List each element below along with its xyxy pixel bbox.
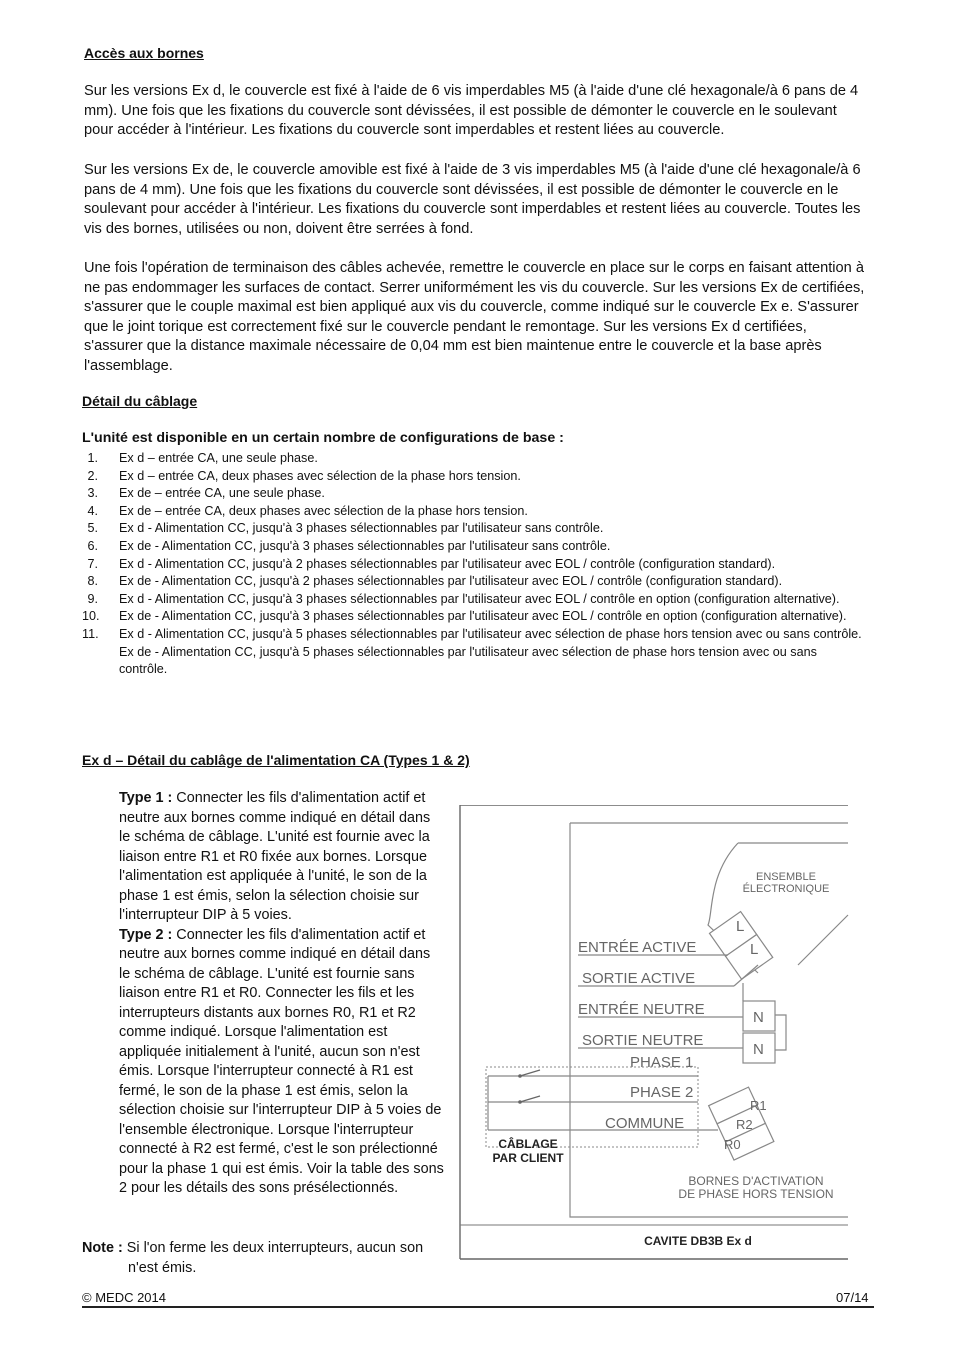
list-item: 11. Ex d - Alimentation CC, jusqu'à 5 phases sélectionnables par l'utilisateur avec sélection de phase hors tension avec ou sans contrôle. (82, 626, 862, 641)
heading-acces-bornes: Accès aux bornes (84, 45, 204, 61)
terminal-l-1: L (736, 918, 745, 935)
terminal-l-2: L (750, 941, 759, 958)
label-par-client: PAR CLIENT (492, 1151, 564, 1165)
heading-detail-cablage: Détail du câblage (82, 393, 198, 409)
label-sortie-active: SORTIE ACTIVE (582, 970, 696, 987)
paragraph-reassembly: Une fois l'opération de terminaison des câbles achevée, remettre le couvercle en place sur le corps en faisant attention à ne pas endommager les surfaces de contact. Serrer uniformément les vis du couvercle. Sur les versions Ex de certifiées, s'assurer que le couple maximal est bien appliqué aux vis du couvercle, comme indiqué sur le couvercle Ex e. S'assurer que le joint torique est correctement fixé sur le couvercle pendant le remontage. Sur les versions Ex d certifiées, s'assurer que la distance maximale nécessaire de 0,04 mm est bien maintenue entre le couvercle et la base après l'assemblage. (84, 260, 865, 374)
diagram-caption: CAVITE DB3B Ex d (644, 1234, 752, 1248)
list-item: 10. Ex de - Alimentation CC, jusqu'à 3 phases sélectionnables par l'utilisateur avec EOL / contrôle en option (configuration alternative). (82, 609, 847, 624)
configurations-intro: L'unité est disponible en un certain nombre de configurations de base : (82, 430, 564, 446)
list-item: 7. Ex d - Alimentation CC, jusqu'à 2 phases sélectionnables par l'utilisateur avec EOL / contrôle (configuration standard). (87, 556, 776, 571)
list-item: 5. Ex d - Alimentation CC, jusqu'à 3 phases sélectionnables par l'utilisateur sans contrôle. (87, 521, 604, 536)
label-phase-1: PHASE 1 (630, 1054, 694, 1071)
wiring-types-text (119, 789, 445, 1199)
type2-text: Connecter les fils d'alimentation actif et neutre aux bornes comme indiqué en détail dans le schéma de câblage. L'unité est fournie sans liaison entre R1 et R0. Connecter les fils et les interrupteurs distants aux bornes R0, R1 et R2 comme indiqué. Lorsque l'alimentation est appliquée initialement à l'unité, aucun son n'est émis. Lorsque l'interrupteur connecté à R1 est fermé, le son de la phase 1 est émis, selon la sélection choisie sur l'interrupteur DIP à 5 voies de l'ensemble électronique. Lorsque l'interrupteur connecté à R2 est fermé, c'est le son prélectionné pour la phase 1 qui est émis. Voir la table des sons 2 pour les détails des sons présélectionnés. (119, 926, 444, 1196)
ensemble-label-2: ÉLECTRONIQUE (742, 883, 830, 895)
type1-label: Type 1 : (119, 790, 173, 806)
paragraph-ex-d: Sur les versions Ex d, le couvercle est fixé à l'aide de 6 vis imperdables M5 (à l'aide d'une clé hexagonale/à 6 pans de 4 mm). Une fois que les fixations du couvercle sont dévissées, il est possible de démonter le couvercle en le soulevant pour accéder à l'intérieur. Les fixations du couvercle sont imperdables et restent liées au couvercle. (84, 83, 859, 139)
label-entree-neutre: ENTRÉE NEUTRE (578, 1001, 705, 1018)
terminal-r2: R2 (736, 1117, 753, 1132)
customer-wiring-box (486, 1067, 698, 1147)
type2-label: Type 2 : (119, 926, 173, 943)
label-entree-active: ENTRÉE ACTIVE (578, 939, 697, 956)
note-text-continued: n'est émis. (128, 1259, 197, 1276)
label-phase-2: PHASE 2 (630, 1084, 694, 1101)
configuration-list (82, 450, 862, 679)
terminal-r0: R0 (724, 1137, 741, 1152)
ensemble-label: ENSEMBLE (756, 871, 816, 883)
list-item: 6. Ex de - Alimentation CC, jusqu'à 3 phases sélectionnables par l'utilisateur sans contrôle. (87, 538, 611, 553)
heading-ex-d-ca-wiring: Ex d – Détail du cablâge de l'alimentation CA (Types 1 & 2) (82, 752, 470, 768)
label-bornes: BORNES D'ACTIVATION (688, 1174, 824, 1188)
wiring-diagram (458, 805, 850, 1261)
list-item: 3. Ex de – entrée CA, une seule phase. (87, 486, 325, 501)
list-item: Ex de - Alimentation CC, jusqu'à 5 phases sélectionnables par l'utilisateur avec sélection de phase hors tension avec ou sans contrôle. (119, 644, 817, 677)
paragraph-ex-de: Sur les versions Ex de, le couvercle amovible est fixé à l'aide de 3 vis imperdables M5 (à l'aide d'une clé hexagonale/à 6 pans de 4 mm). Une fois que les fixations du couvercle sont dévissées, il est possible de démonter le couvercle en le soulevant pour accéder à l'intérieur. Les fixations du couvercle sont imperdables et restent liées au couvercle. Toutes les vis des bornes, utilisées ou non, doivent être serrées à fond. (84, 162, 861, 237)
note-text: Si l'on ferme les deux interrupteurs, aucun son (126, 1240, 424, 1256)
label-bornes-2: DE PHASE HORS TENSION (678, 1187, 834, 1201)
footer-rule (82, 1306, 874, 1308)
note (82, 1239, 452, 1278)
type1-text: Connecter les fils d'alimentation actif et neutre aux bornes comme indiqué en détail dans le schéma de câblage. L'unité est fournie avec la liaison entre R1 et R0 fixée aux bornes. Lorsque l'alimentation est appliquée à l'unité, le son de la phase 1 est émis, selon la sélection choisie sur l'interrupteur DIP à 5 voies. (119, 790, 431, 923)
terminal-n-2: N (753, 1041, 764, 1058)
footer-page-number: 07/14 (836, 1290, 869, 1305)
terminal-r1: R1 (750, 1098, 767, 1113)
list-item: 1. Ex d – entrée CA, une seule phase. (87, 451, 318, 465)
label-commune: COMMUNE (605, 1115, 685, 1132)
list-item: 9. Ex d - Alimentation CC, jusqu'à 3 phases sélectionnables par l'utilisateur avec EOL / contrôle en option (configuration alternative). (87, 591, 840, 606)
label-sortie-neutre: SORTIE NEUTRE (582, 1032, 704, 1049)
list-item: 8. Ex de - Alimentation CC, jusqu'à 2 phases sélectionnables par l'utilisateur avec EOL / contrôle (configuration standard). (87, 574, 783, 589)
note-label: Note : (82, 1240, 123, 1256)
list-item: 2. Ex d – entrée CA, deux phases avec sélection de la phase hors tension. (87, 468, 521, 483)
list-item: 4. Ex de – entrée CA, deux phases avec sélection de la phase hors tension. (87, 503, 528, 518)
terminal-n-1: N (753, 1009, 764, 1026)
footer-copyright: © MEDC 2014 (82, 1290, 166, 1305)
label-cablage: CÂBLAGE (498, 1137, 558, 1151)
